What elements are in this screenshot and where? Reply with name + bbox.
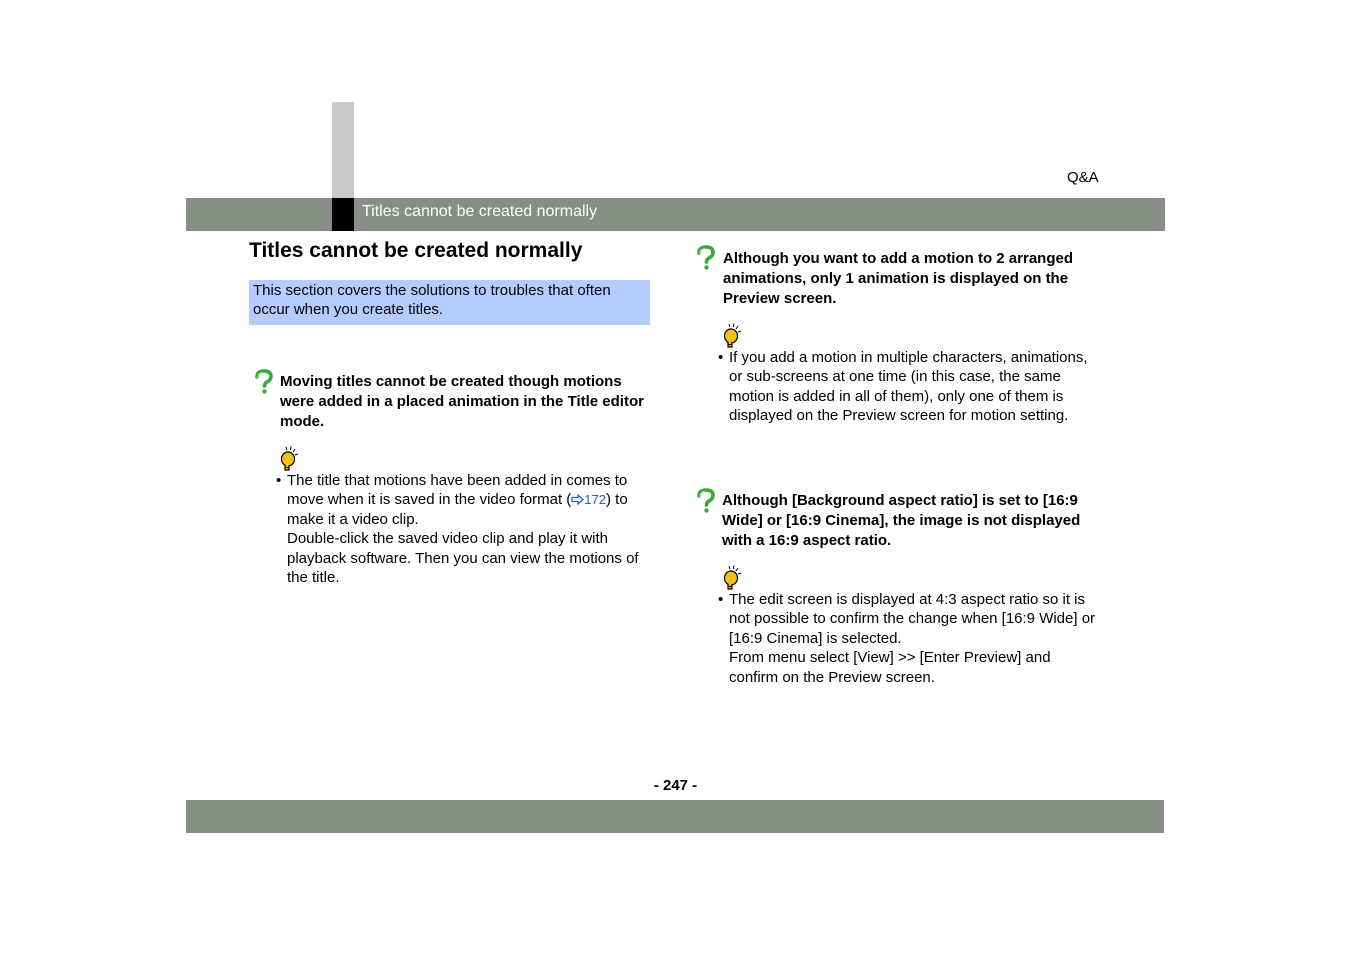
page-title: Titles cannot be created normally (249, 239, 583, 262)
answer-2-text: If you add a motion in multiple characters, animations, or sub-screens at one time (in this case, the same motion is added in all of them), only one of them is displayed on the Preview screen for motion setting. (729, 349, 1088, 425)
page-link-number: 172 (584, 492, 606, 508)
question-mark-icon (253, 369, 275, 395)
intro-box: This section covers the solutions to troubles that often occur when you create titles. (249, 280, 650, 325)
answer-3-text (729, 590, 1103, 687)
lightbulb-icon (277, 446, 301, 472)
question-mark-icon (695, 488, 717, 514)
answer-bullet: • (276, 472, 282, 489)
question-mark-icon (695, 245, 717, 271)
answer-3-part1: The edit screen is displayed at 4:3 aspect ratio so it is not possible to confirm the change when [16:9 Wide] or [16:9 Cinema] is selected. (729, 591, 1096, 647)
answer-bullet: • (718, 349, 724, 366)
answer-2 (718, 348, 1103, 426)
footer-bar (186, 800, 1164, 833)
header-black-marker (332, 198, 354, 231)
answer-1-text (287, 471, 661, 587)
lightbulb-icon (720, 565, 744, 591)
answer-1-part2: ) to make it a video clip. (287, 491, 628, 528)
header-gray-tab (332, 102, 354, 198)
lightbulb-icon (720, 323, 744, 349)
page-number: - 247 - (653, 777, 698, 794)
header-bar-title: Titles cannot be created normally (362, 203, 598, 220)
answer-3-part2: From menu select [View] >> [Enter Preview] and confirm on the Preview screen. (729, 649, 1051, 686)
page-link[interactable] (571, 492, 606, 507)
answer-3 (718, 590, 1103, 687)
answer-bullet: • (718, 591, 724, 608)
answer-1-part3: Double-click the saved video clip and play it with playback software. Then you can view the motions of the title. (287, 530, 639, 587)
answer-1-part1: The title that motions have been added in comes to move when it is saved in the video format ( (287, 472, 628, 509)
question-heading-1: Moving titles cannot be created though motions were added in a placed animation in the Title editor mode. (280, 373, 644, 430)
arrow-right-icon (571, 494, 584, 505)
section-label: Q&A (1067, 169, 1099, 186)
answer-1 (276, 471, 661, 587)
question-heading-3: Although [Background aspect ratio] is set to [16:9 Wide] or [16:9 Cinema], the image is not displayed with a 16:9 aspect ratio. (722, 492, 1081, 549)
question-heading-2: Although you want to add a motion to 2 arranged animations, only 1 animation is displayed on the Preview screen. (723, 250, 1073, 307)
